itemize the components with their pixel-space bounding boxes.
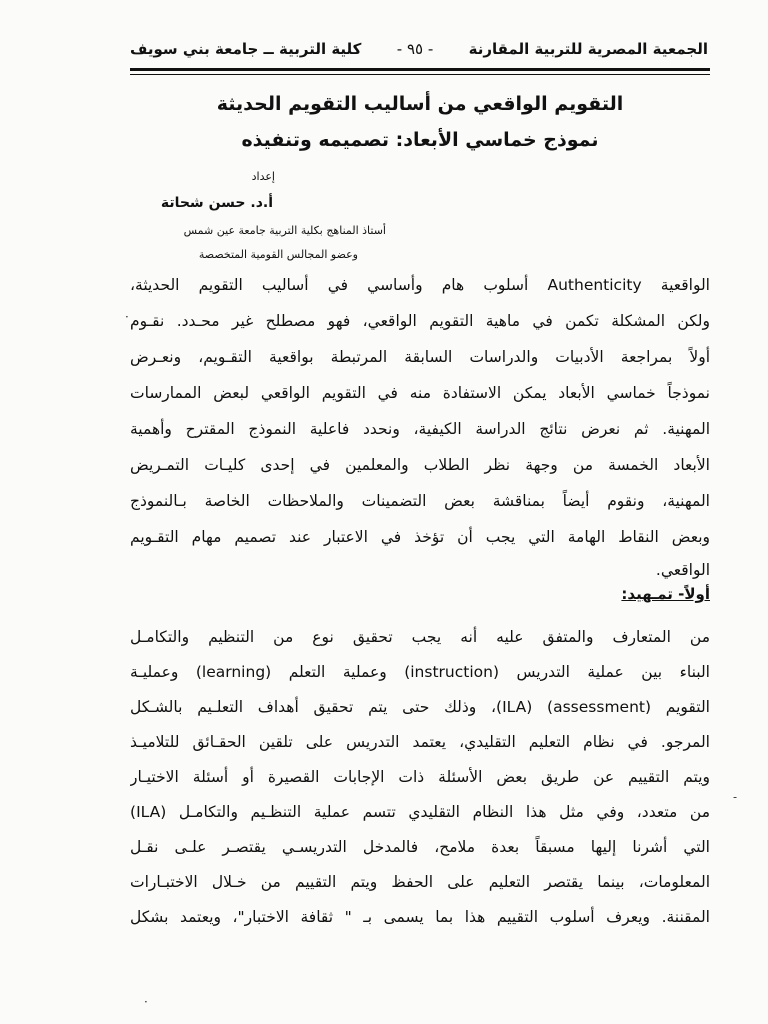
paragraph-2-line: البناء بين عملية التدريس (instruction) وعملية التعلم (learning) وعمليـة: [130, 663, 710, 681]
paragraph-1-line: المهنية. ثم نعرض نتائج الدراسة الكيفية، ونحدد فاعلية النموذج المقترح وأهمية: [130, 420, 710, 438]
title-line-2: نموذج خماسي الأبعاد: تصميمه وتنفيذه: [241, 129, 599, 151]
running-header: [130, 34, 708, 64]
header-rule-thin: [130, 74, 710, 75]
page-number: - ٩٥ -: [396, 40, 434, 58]
stray-mark: -: [733, 790, 738, 804]
stray-mark: ·: [125, 310, 129, 324]
prepared-by: إعداد: [251, 170, 275, 183]
header-faculty: كلية التربية ــ جامعة بني سويف: [130, 40, 362, 58]
paragraph-2-line: المعلومات، بينما يقتصر التعليم على الحفظ ويتم التقييم من خـلال الاختبـارات: [130, 873, 710, 891]
author-affiliation-1: أستاذ المناهج بكلية التربية جامعة عين شمس: [183, 224, 386, 237]
author-affiliation-2: وعضو المجالس القومية المتخصصة: [198, 248, 358, 261]
paragraph-1-line: الأبعاد الخمسة من وجهة نظر الطلاب والمعلمين في إحدى كليـات التمـريض: [130, 456, 710, 474]
section-heading: أولاً- تمـهيد:: [621, 585, 710, 603]
paragraph-1-line: أولاً بمراجعة الأدبيات والدراسات السابقة المرتبطة بواقعية التقـويم، ونعـرض: [130, 348, 710, 366]
paragraph-2-line: ويتم التقييم عن طريق بعض الأسئلة ذات الإجابات القصيرة أو أسئلة الاختيـار: [130, 768, 710, 786]
paragraph-2-line: التي أشرنا إليها مسبقاً بعدة ملامح، فالمدخل التدريسـي يقتصـر علـى نقـل: [130, 838, 710, 856]
stray-mark: ·: [144, 995, 148, 1009]
paragraph-1-line: نموذجاً خماسي الأبعاد يمكن الاستفادة منه في التقويم الواقعي لبعض الممارسات: [130, 384, 710, 402]
paragraph-2-line: من متعدد، وفي مثل هذا النظام التقليدي تتسم عملية التنظـيم والتكامـل (ILA): [130, 803, 710, 821]
header-rule-thick: [130, 68, 710, 71]
title-line-1: التقويم الواقعي من أساليب التقويم الحديثة: [216, 93, 624, 115]
header-society: الجمعية المصرية للتربية المقارنة: [468, 40, 708, 58]
paragraph-1-line: ولكن المشكلة تكمن في ماهية التقويم الواقعي، فهو مصطلح غير محـدد. نقـوم: [130, 312, 710, 330]
paragraph-2-line: المقننة. ويعرف أسلوب التقييم هذا بما يسمى بـ " ثقافة الاختبار"، ويعتمد بشكل: [130, 908, 710, 926]
paragraph-1-line: الواقعي.: [655, 561, 710, 579]
paragraph-2-line: المرجو. في نظام التعليم التقليدي، يعتمد التدريس على تلقين الحقـائق للتلاميـذ: [130, 733, 710, 751]
paragraph-2-line: من المتعارف والمتفق عليه أنه يجب تحقيق نوع من التنظيم والتكامـل: [130, 628, 710, 646]
paragraph-1-line: المهنية، ونقوم أيضاً بمناقشة بعض التضمينات والملاحظات الخاصة بـالنموذج: [130, 492, 710, 510]
paragraph-2-line: التقويم (assessment) (ILA)، وذلك حتى يتم تحقيق أهداف التعلـيم بالشـكل: [130, 698, 710, 716]
paragraph-1-line: الواقعية Authenticity أسلوب هام وأساسي في أساليب التقويم الحديثة،: [130, 276, 710, 294]
author-name: أ.د. حسن شحاتة: [160, 195, 273, 211]
paragraph-1-line: وبعض النقاط الهامة التي يجب أن تؤخذ في الاعتبار عند تصميم مهام التقـويم: [130, 528, 710, 546]
